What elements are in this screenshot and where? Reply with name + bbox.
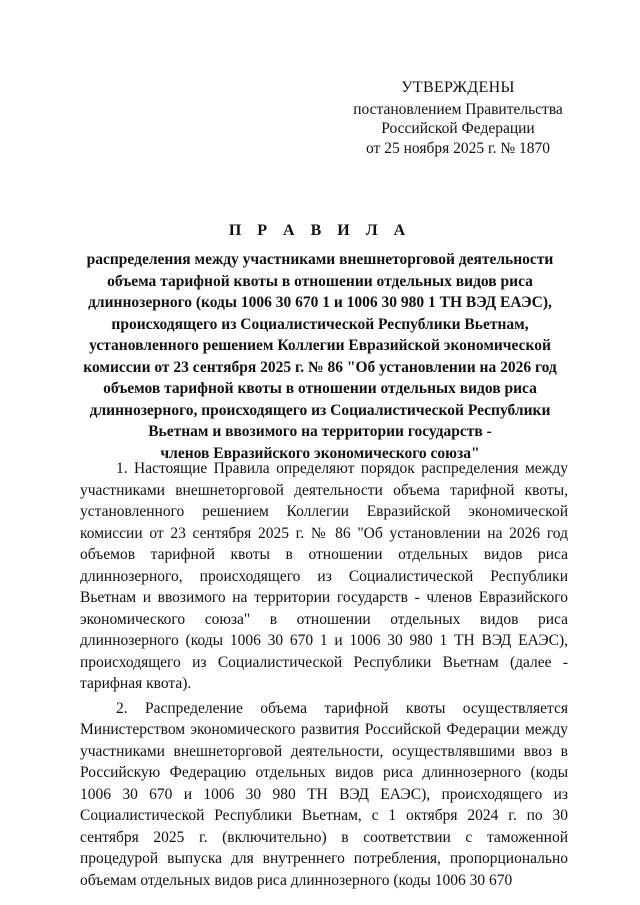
approval-line-2: Российской Федерации [381, 120, 535, 137]
subtitle-line: объема тарифной квоты в отношении отдельных видов риса [107, 272, 533, 290]
subtitle-line: Вьетнам и ввозимого на территории государств - [148, 423, 492, 440]
document-body [80, 458, 568, 894]
subtitle-line: длиннозерного, происходящего из Социалистической Республики [89, 401, 551, 419]
paragraph-2: 2. Распределение объема тарифной квоты осуществляется Министерством экономического развития Российской Федерации между участниками внешнеторговой деятельности, осуществлявшими ввоз в Российскую Федерацию отдельных видов риса длиннозерного (коды 1006 30 670 и 1006 30 980 ТН ВЭД ЕАЭС), происходящего из Социалистической Республики Вьетнам, с 1 октября 2024 г. по 30 сентября 2025 г. (включительно) в соответствии с таможенной процедурой выпуска для внутреннего потребления, пропорционально объемам отдельных видов риса длиннозерного (коды 1006 30 670 [80, 699, 568, 889]
subtitle-line: длиннозерного (коды 1006 30 670 1 и 1006 30 980 1 ТН ВЭД ЕАЭС), [88, 294, 552, 311]
subtitle-line: объемов тарифной квоты в отношении отдельных видов риса [103, 380, 537, 397]
approved-heading: УТВЕРЖДЕНЫ [401, 79, 515, 96]
subtitle-line: установленного решением Коллегии Евразийской экономической [89, 337, 551, 354]
approval-line-1: постановлением Правительства [353, 100, 563, 118]
paragraph-1: 1. Настоящие Правила определяют порядок распределения между участниками внешнеторговой деятельности объема тарифной квоты, установленного решением Коллегии Евразийской экономической комиссии от 23 сентября 2025 г. № 86 "Об установлении на 2026 год объемов тарифной квоты в отношении отдельных видов риса длиннозерного, происходящего из Социалистической Республики Вьетнам и ввозимого на территории государств - членов Евразийского экономического союза" в отношении отдельных видов риса длиннозерного (коды 1006 30 670 1 и 1006 30 980 1 ТН ВЭД ЕАЭС), происходящего из Социалистической Республики Вьетнам (далее - тарифная квота). [80, 460, 568, 692]
subtitle-line: комиссии от 23 сентября 2025 г. № 86 "Об установлении на 2026 год [83, 358, 557, 376]
subtitle-line: членов Евразийского экономического союза" [160, 444, 480, 462]
document-title: П Р А В И Л А [228, 222, 412, 239]
approval-block [330, 78, 586, 158]
subtitle-line: происходящего из Социалистической Республики Вьетнам, [111, 315, 529, 333]
subtitle-line: распределения между участниками внешнеторговой деятельности [86, 251, 554, 268]
approval-line-3: от 25 ноября 2025 г. № 1870 [366, 139, 550, 157]
document-subtitle [60, 249, 580, 464]
